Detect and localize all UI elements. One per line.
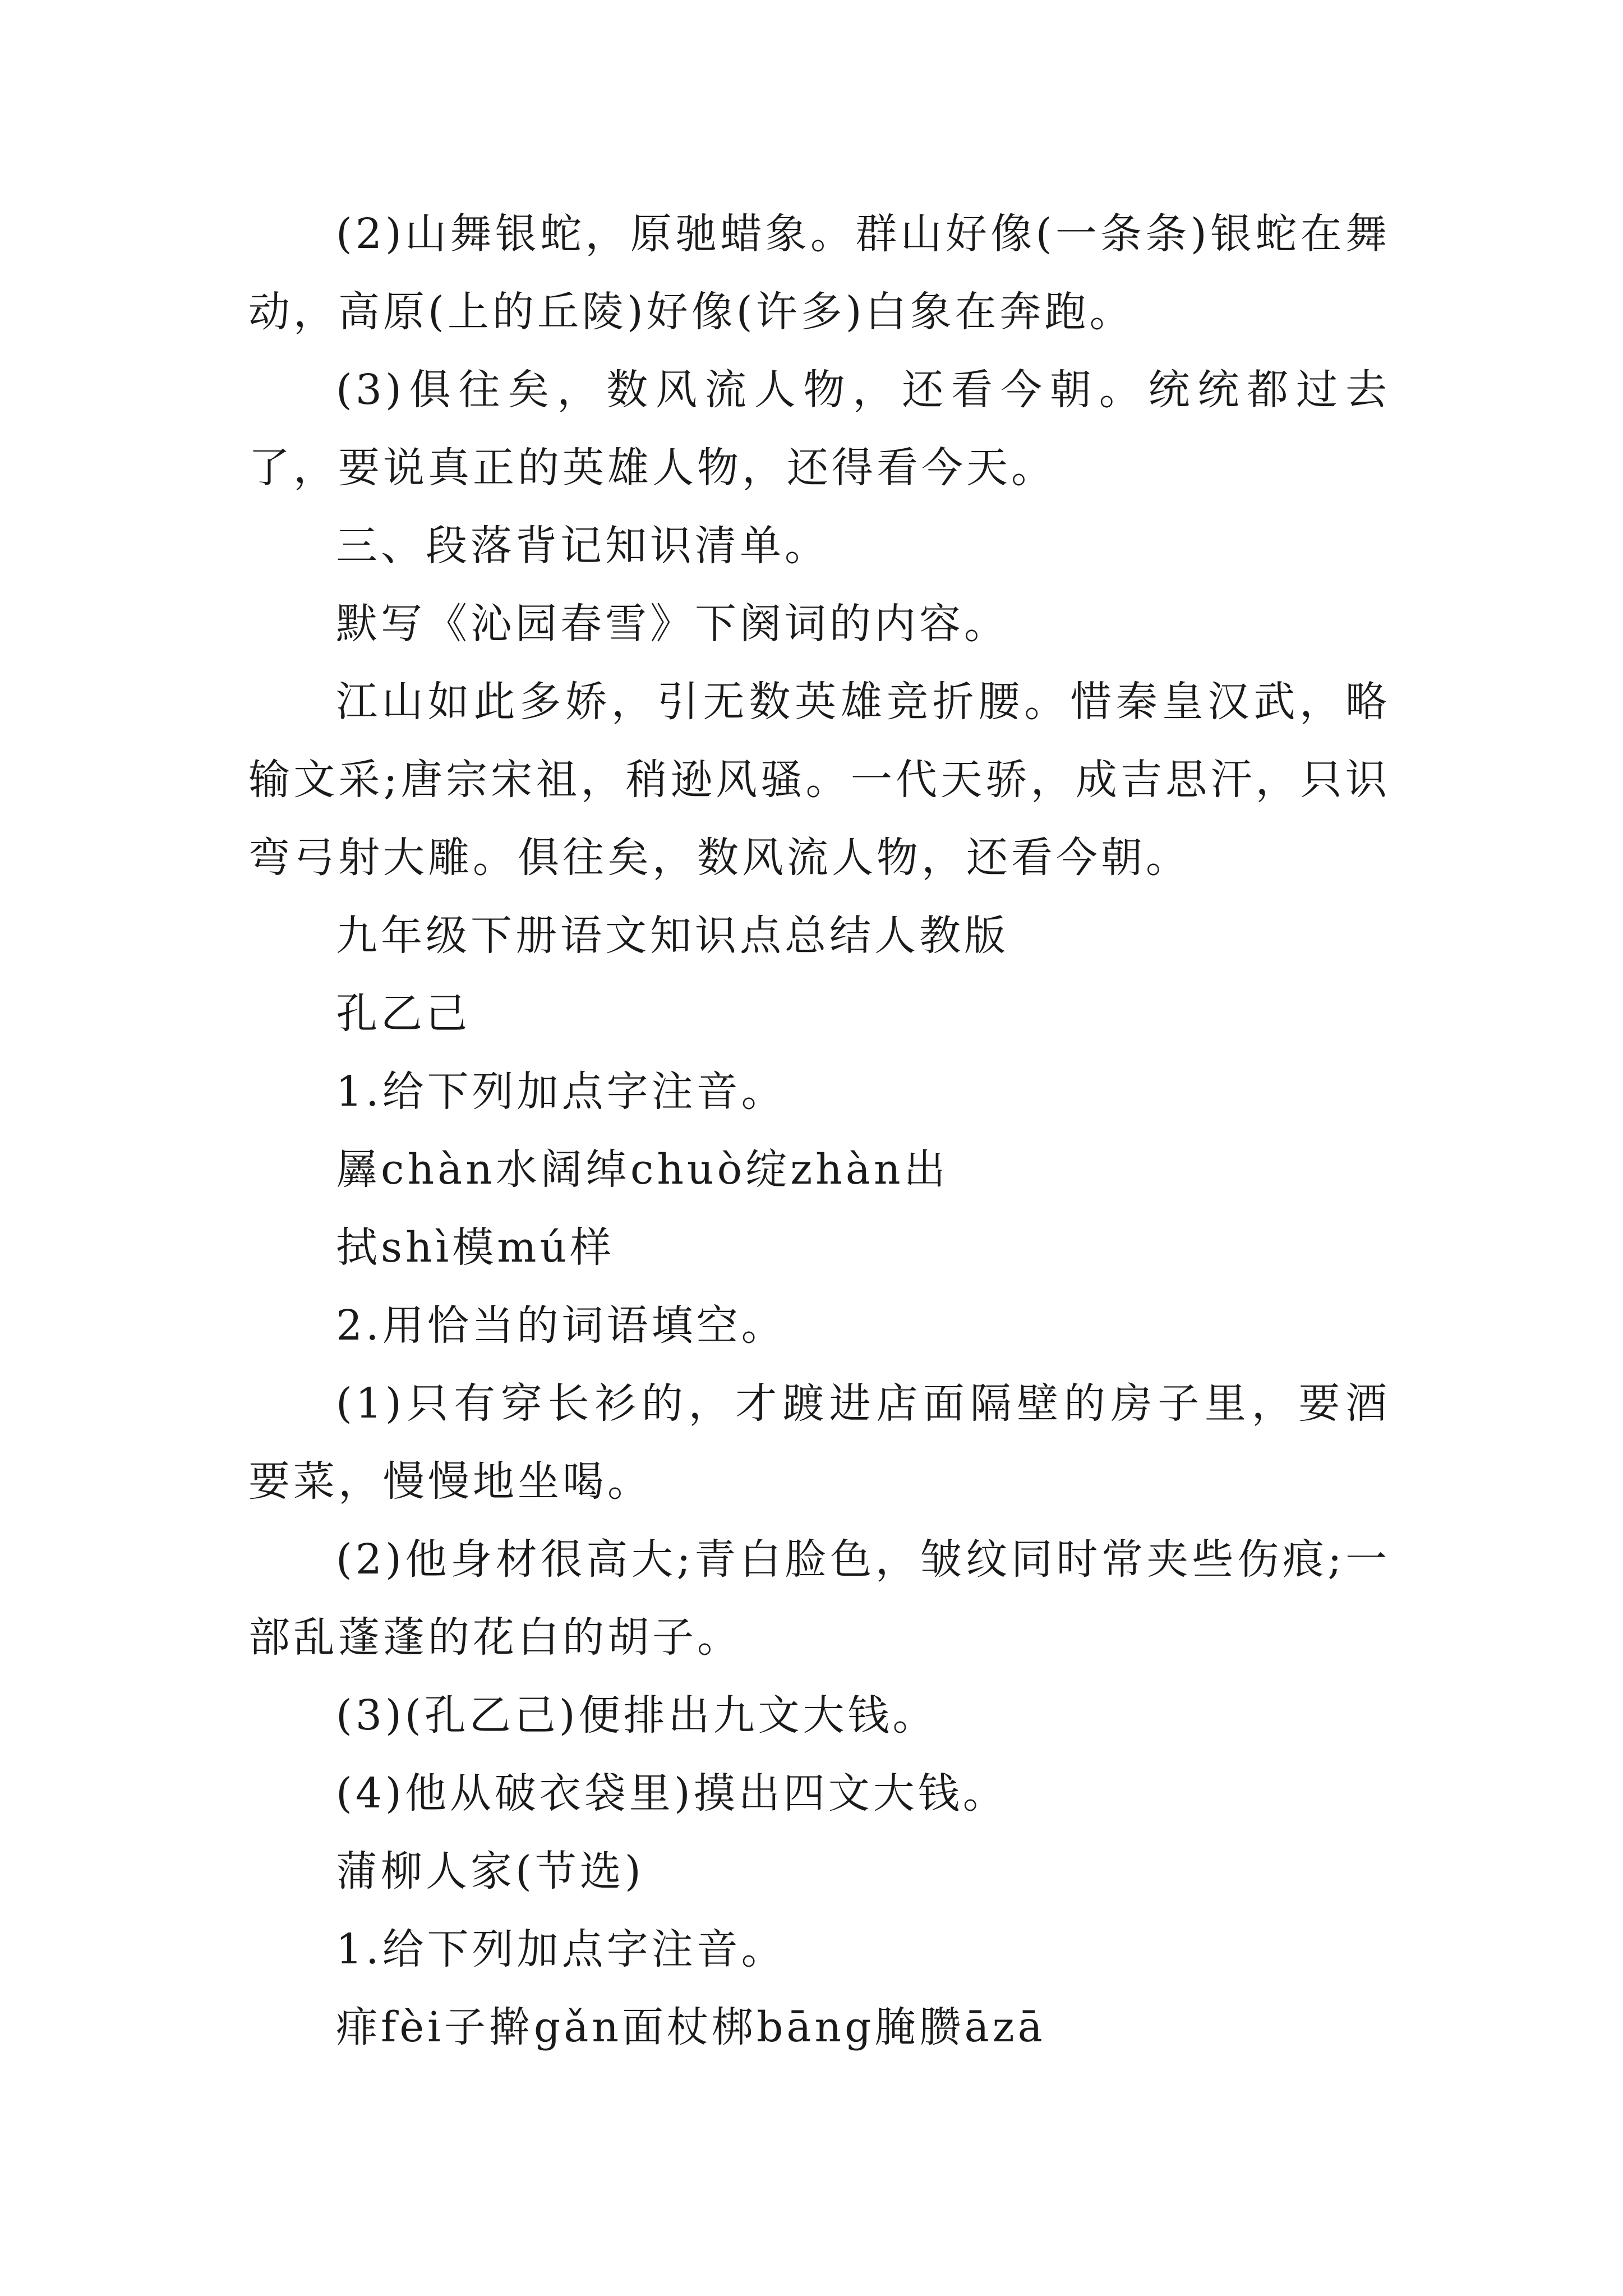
- exercise-fill-heading: 2.用恰当的词语填空。: [336, 1301, 786, 1350]
- document-title: 九年级下册语文知识点总结人教版: [336, 912, 1009, 960]
- pinyin-line-2: 拭shì模mú样: [336, 1223, 615, 1272]
- fill-item-4: (4)他从破衣袋里)摸出四文大钱。: [336, 1769, 1008, 1818]
- lesson-title-puliu: 蒲柳人家(节选): [336, 1847, 644, 1895]
- lesson-title-kong-yiji: 孔乙己: [336, 990, 471, 1038]
- paragraph-poem-line-3: (3)俱往矣，数风流人物，还看今朝。统统都过去了，要说真正的英雄人物，还得看今天。: [248, 366, 1390, 492]
- paragraph-poem-text: 江山如此多娇，引无数英雄竞折腰。惜秦皇汉武，略输文采;唐宗宋祖，稍逊风骚。一代天骄，成吉思汗，只识弯弓射大雕。俱往矣，数风流人物，还看今朝。: [248, 678, 1390, 882]
- section-heading-recitation: 三、段落背记知识清单。: [336, 522, 829, 570]
- fill-item-2: (2)他身材很高大;青白脸色，皱纹同时常夹些伤痕;一部乱蓬蓬的花白的胡子。: [248, 1535, 1390, 1662]
- fill-item-1: (1)只有穿长衫的，才踱进店面隔壁的房子里，要酒要菜，慢慢地坐喝。: [248, 1379, 1390, 1506]
- exercise-pinyin-heading: 1.给下列加点字注音。: [336, 1068, 786, 1116]
- exercise-pinyin-heading-2: 1.给下列加点字注音。: [336, 1925, 786, 1973]
- document-body: [248, 195, 1390, 2067]
- pinyin-line-3: 痱fèi子擀gǎn面杖梆bāng腌臜āzā: [336, 2003, 1046, 2051]
- pinyin-line-1: 羼chàn水阔绰chuò绽zhàn出: [336, 1145, 949, 1194]
- paragraph-poem-line-2: (2)山舞银蛇，原驰蜡象。群山好像(一条条)银蛇在舞动，高原(上的丘陵)好像(许多)白象在奔跑。: [248, 210, 1390, 336]
- paragraph-dictation-prompt: 默写《沁园春雪》下阕词的内容。: [336, 600, 1009, 648]
- fill-item-3: (3)(孔乙己)便排出九文大钱。: [336, 1691, 938, 1740]
